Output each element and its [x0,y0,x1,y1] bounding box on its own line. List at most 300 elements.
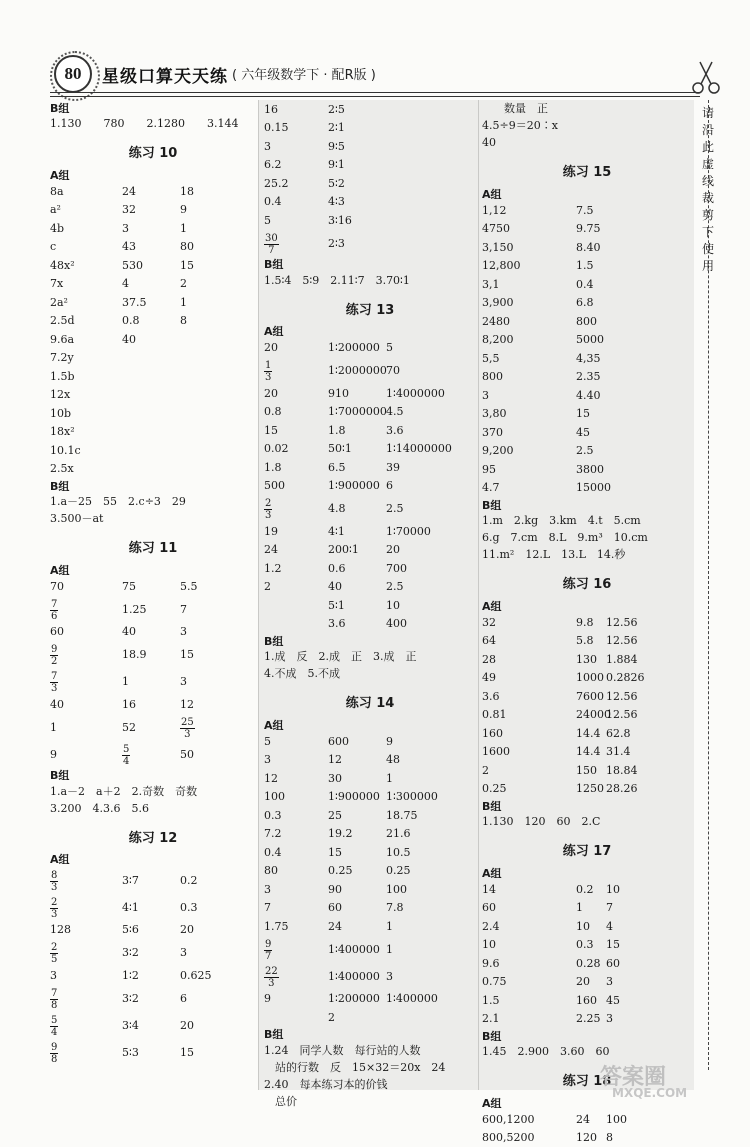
answer-cell: 9 [386,735,393,748]
answer-cell: 1∶70000 [386,525,431,538]
answer-cell: 12 [328,753,342,766]
answer-row [50,985,256,1012]
answer-cell: 128 [50,923,71,936]
answer-line: 11.m² 12.L 13.L 14.秒 [482,546,692,563]
answer-cell: 64 [482,634,496,647]
answer-cell: 60 [482,901,496,914]
denominator: 7 [268,245,274,256]
fraction [50,940,58,965]
fraction [50,986,58,1011]
answer-line: 数量 正 [482,100,692,117]
group-label: B组 [264,633,476,648]
group-label: A组 [482,598,692,613]
answer-cell: 4.40 [576,389,601,402]
answer-cell: 9 [50,748,57,761]
answer-cell: 4 [606,920,613,933]
answer-cell: 95 [482,463,496,476]
answer-cell: 12 [264,772,278,785]
numerator: 30 [264,233,279,245]
answer-cell: 14 [482,883,496,896]
answer-cell: 1 [180,222,187,235]
answer-cell: 5∶2 [328,177,345,190]
answer-row [50,275,256,294]
answer-row [264,495,476,522]
answer-cell: 3∶2 [122,992,139,1005]
answer-row [50,182,256,201]
answer-cell: 1∶900000 [328,479,380,492]
answer-cell: 16 [264,103,278,116]
answer-row [264,751,476,770]
answer-cell: 370 [482,426,503,439]
answer-cell: 14.4 [576,745,601,758]
scissors-icon [686,58,726,98]
book-subtitle: ( 六年级数学下 · 配R版 ) [232,64,376,83]
answer-row [264,193,476,212]
answer-row [482,238,692,257]
answer-row [50,623,256,642]
answer-cell: 3.6 [328,617,346,630]
fraction [264,937,272,962]
answer-line: 1.m 2.kg 3.km 4.t 5.cm [482,512,692,529]
answer-row [482,613,692,632]
answer-cell: 49 [482,671,496,684]
answer-cell: 18.75 [386,809,418,822]
group-label: B组 [264,257,476,272]
answer-cell: 130 [576,653,597,666]
fraction [50,642,58,667]
answer-row [482,880,692,899]
answer-cell: 600,1200 [482,1113,535,1126]
group-label: A组 [264,717,476,732]
answer-cell: 24 [328,920,342,933]
answer-cell: 4b [50,222,64,235]
answer-cell: 1.5b [50,370,75,383]
answer-row [264,384,476,403]
answer-cell: 20 [386,543,400,556]
denominator: 3 [51,683,57,694]
answer-cell: 2.35 [576,370,601,383]
answer-cell: 1.5 [482,994,500,1007]
answer-line: 1.45 2.900 3.60 60 [482,1043,692,1060]
answer-cell: 6 [180,992,187,1005]
answer-cell: 910 [328,387,349,400]
answer-cell: 100 [386,883,407,896]
cut-hint-text: 请沿此虚线裁剪下使用 [702,105,716,275]
answer-cell: 20 [264,387,278,400]
answer-cell: 0.25 [482,782,507,795]
answer-cell: 5 [264,214,271,227]
denominator: 8 [51,1000,57,1011]
answer-line: 3.200 4.3.6 5.6 [50,800,256,817]
numerator: 9 [264,939,272,951]
answer-cell: 7.2 [264,827,282,840]
answer-row [264,156,476,175]
answer-cell: 5 [264,735,271,748]
answer-cell: 20 [180,1019,194,1032]
exercise-title: 练习 11 [50,537,256,556]
answer-row [264,615,476,634]
answer-cell: 10 [482,938,496,951]
answer-row [50,367,256,386]
exercise-title: 练习 15 [482,161,692,180]
answer-cell: 9.75 [576,222,601,235]
answer-row [264,862,476,881]
answer-row [264,339,476,358]
answer-cell: 1250 [576,782,604,795]
answer-row [482,349,692,368]
group-label: B组 [50,768,256,783]
answer-cell: 7.8 [386,901,404,914]
answer-line: 1.a－25 55 2.c÷3 29 [50,493,256,510]
answer-row [264,843,476,862]
answer-cell: 5∶3 [122,1046,139,1059]
answer-cell: 15 [180,259,194,272]
answer-cell: 160 [482,727,503,740]
answer-row [482,386,692,405]
answer-cell: 0.2826 [606,671,645,684]
answer-cell: 50∶1 [328,442,352,455]
answer-cell: 200∶1 [328,543,359,556]
answer-cell: 4∶3 [328,195,345,208]
answer-cell: 15 [606,938,620,951]
answer-cell: 48 [386,753,400,766]
answer-row [482,405,692,424]
answer-cell: 1∶4000000 [386,387,445,400]
answer-cell: 2.5 [576,444,594,457]
answer-cell: 3 [122,222,129,235]
answer-cell: 3∶2 [122,946,139,959]
answer-cell: 2.4 [482,920,500,933]
answer-cell: 4.5 [386,405,404,418]
denominator: 3 [268,978,274,989]
answer-cell: 3 [50,969,57,982]
answer-cell: 5∶6 [122,923,139,936]
answer-cell: 0.8 [264,405,282,418]
fraction [180,715,195,740]
answer-row [50,293,256,312]
answer-cell: 40 [50,698,64,711]
answer-cell: 4 [122,277,129,290]
answer-row [482,687,692,706]
answer-row [50,238,256,257]
answer-cell: 50 [180,748,194,761]
answer-row [264,1008,476,1027]
answer-cell: 3 [180,675,187,688]
answer-row [482,669,692,688]
answer-row [482,331,692,350]
answer-row [264,100,476,119]
exercise-title: 练习 12 [50,827,256,846]
answer-cell: 10 [576,920,590,933]
group-label: A组 [482,865,692,880]
numerator: 5 [122,744,130,756]
numerator: 2 [50,942,58,954]
answer-row [264,936,476,963]
answer-cell: 0.2 [180,874,198,887]
exercise-title: 练习 17 [482,840,692,859]
answer-cell: 7600 [576,690,604,703]
answer-row [50,867,256,894]
answer-cell: 0.28 [576,957,601,970]
answer-row [482,442,692,461]
answer-cell: 3 [180,946,187,959]
answer-cell: 62.8 [606,727,631,740]
answer-cell: 2.5d [50,314,75,327]
answer-cell: 7 [606,901,613,914]
answer-cell: a² [50,203,61,216]
exercise-title: 练习 14 [264,692,476,711]
answer-cell: 3 [264,140,271,153]
answer-cell: 150 [576,764,597,777]
fraction [264,964,279,989]
group-label: A组 [50,562,256,577]
answer-row [482,479,692,498]
answer-cell: 1∶900000 [328,790,380,803]
answer-cell: 80 [264,864,278,877]
answer-row [482,632,692,651]
answer-cell: 1,12 [482,204,507,217]
answer-cell: 20 [180,923,194,936]
answer-cell: 3,150 [482,241,514,254]
numerator: 7 [50,671,58,683]
answer-cell: 3,1 [482,278,500,291]
answer-cell: 3 [606,975,613,988]
answer-cell: 3 [264,753,271,766]
answer-cell: 18.9 [122,648,147,661]
answer-cell: 2∶5 [328,103,345,116]
answer-cell: 60 [50,625,64,638]
numerator: 7 [50,599,58,611]
answer-row [264,732,476,751]
answer-cell: 3∶7 [122,874,139,887]
answer-cell: 15 [576,407,590,420]
answer-line: 1.130 780 2.1280 3.144 [50,115,256,132]
answer-cell: 52 [122,721,136,734]
answer-cell: 1∶2 [122,969,139,982]
answer-cell: 800,5200 [482,1131,535,1144]
answer-cell: 3∶16 [328,214,352,227]
answer-cell: 2.5 [386,502,404,515]
numerator: 9 [50,1042,58,1054]
answer-cell: 3,80 [482,407,507,420]
answer-line: 6.g 7.cm 8.L 9.m³ 10.cm [482,529,692,546]
answer-cell: 9.6a [50,333,74,346]
answer-row [50,330,256,349]
answer-cell: 3 [606,1012,613,1025]
answer-cell: 4∶1 [122,901,139,914]
answer-cell: 70 [386,364,400,377]
answer-row [482,743,692,762]
answer-row [264,230,476,257]
answer-cell: 1600 [482,745,510,758]
answer-row [50,741,256,768]
answer-line: 1.5∶4 5∶9 2.11∶7 3.70∶1 [264,272,476,289]
answer-row [482,1110,692,1129]
answer-row [50,668,256,695]
answer-cell: 2 [264,580,271,593]
answer-cell: 3.6 [386,424,404,437]
answer-cell: 32 [122,203,136,216]
answer-cell: 40 [122,625,136,638]
answer-row [264,440,476,459]
answer-cell: 45 [576,426,590,439]
group-label: B组 [482,798,692,813]
answer-cell: 0.3 [180,901,198,914]
fraction [264,358,272,383]
answer-cell: 12,800 [482,259,521,272]
answer-cell: 0.75 [482,975,507,988]
answer-row [264,578,476,597]
answer-cell: 1 [180,296,187,309]
answer-cell: 700 [386,562,407,575]
answer-cell: 6.5 [328,461,346,474]
answer-cell: 0.15 [264,121,289,134]
denominator: 4 [123,756,129,767]
answer-row [482,460,692,479]
answer-row [50,894,256,921]
answer-cell: 9 [264,992,271,1005]
watermark-url: MXQE.COM [612,1086,687,1100]
denominator: 7 [265,951,271,962]
answer-cell: 7x [50,277,63,290]
denominator: 2 [51,656,57,667]
answer-cell: 1∶300000 [386,790,438,803]
answer-cell: 1∶400000 [328,943,380,956]
answer-cell: 2.25 [576,1012,601,1025]
fraction [50,868,58,893]
answer-cell: 10 [606,883,620,896]
answer-line: 4.不成 5.不成 [264,665,476,682]
answer-row [482,650,692,669]
answer-cell: 5.8 [576,634,594,647]
answer-cell: 1∶400000 [328,970,380,983]
answer-cell: 100 [264,790,285,803]
answer-cell: 2∶3 [328,237,345,250]
group-label: A组 [482,186,692,201]
answer-row [50,939,256,966]
answer-row [50,386,256,405]
answer-cell: 7.2y [50,351,74,364]
answer-cell: 9∶5 [328,140,345,153]
answer-cell: 2.5 [386,580,404,593]
fraction [50,597,58,622]
answer-cell: 25.2 [264,177,289,190]
answer-row [264,596,476,615]
answer-row [482,294,692,313]
answer-line: 总价 [264,1093,476,1110]
answer-row [264,788,476,807]
denominator: 3 [265,510,271,521]
answer-cell: 0.4 [264,195,282,208]
answer-row [50,312,256,331]
answer-cell: 4,35 [576,352,601,365]
answer-cell: 0.6 [328,562,346,575]
answer-cell: 1 [386,943,393,956]
group-label: B组 [50,478,256,493]
answer-cell: 3,900 [482,296,514,309]
answer-cell: 3.6 [482,690,500,703]
answer-cell: 8.40 [576,241,601,254]
answer-row [264,880,476,899]
answer-cell: 32 [482,616,496,629]
group-label: B组 [482,1028,692,1043]
answer-cell: 1.2 [264,562,282,575]
answer-line: 3.500－at [50,510,256,527]
answer-cell: 10 [386,599,400,612]
answer-cell: 1∶400000 [386,992,438,1005]
column-divider-2 [478,100,479,1090]
answer-cell: 14.4 [576,727,601,740]
answer-row [482,954,692,973]
answer-cell: 80 [180,240,194,253]
answer-column-3 [482,100,692,1147]
answer-cell: 28 [482,653,496,666]
answer-cell: 40 [122,333,136,346]
answer-cell: 31.4 [606,745,631,758]
answer-cell: 1 [386,920,393,933]
answer-cell: 2.1 [482,1012,500,1025]
answer-cell: 15 [180,1046,194,1059]
answer-row [50,695,256,714]
answer-cell: 3 [482,389,489,402]
answer-cell: 7 [180,603,187,616]
numerator: 8 [50,870,58,882]
answer-row [264,458,476,477]
answer-cell: 4.8 [328,502,346,515]
denominator: 3 [51,882,57,893]
answer-row [264,403,476,422]
answer-cell: 1 [576,901,583,914]
answer-row [264,806,476,825]
answer-cell: 19 [264,525,278,538]
answer-cell: 21.6 [386,827,411,840]
answer-cell: 48x² [50,259,75,272]
answer-cell: 800 [482,370,503,383]
answer-cell: 70 [50,580,64,593]
answer-cell: 1.25 [122,603,147,616]
answer-row [264,421,476,440]
answer-cell: 37.5 [122,296,147,309]
answer-cell: 2a² [50,296,68,309]
answer-row [264,559,476,578]
answer-line: 40 [482,134,692,151]
answer-row [264,477,476,496]
answer-row [264,211,476,230]
answer-row [264,963,476,990]
answer-row [264,522,476,541]
group-label: B组 [482,497,692,512]
answer-row [482,780,692,799]
answer-cell: 9,200 [482,444,514,457]
answer-row [482,275,692,294]
answer-column-2 [264,100,476,1110]
exercise-title: 练习 16 [482,573,692,592]
answer-line: 站的行数 反 15×32＝20x 24 [264,1059,476,1076]
answer-row [50,349,256,368]
answer-row [482,220,692,239]
answer-row [50,219,256,238]
answer-row [264,899,476,918]
group-label: A组 [264,324,476,339]
answer-cell: c [50,240,56,253]
answer-cell: 3 [386,970,393,983]
answer-row [482,724,692,743]
answer-cell: 60 [606,957,620,970]
answer-cell: 8 [180,314,187,327]
answer-cell: 60 [328,901,342,914]
answer-column-1 [50,100,256,1066]
answer-cell: 28.26 [606,782,638,795]
